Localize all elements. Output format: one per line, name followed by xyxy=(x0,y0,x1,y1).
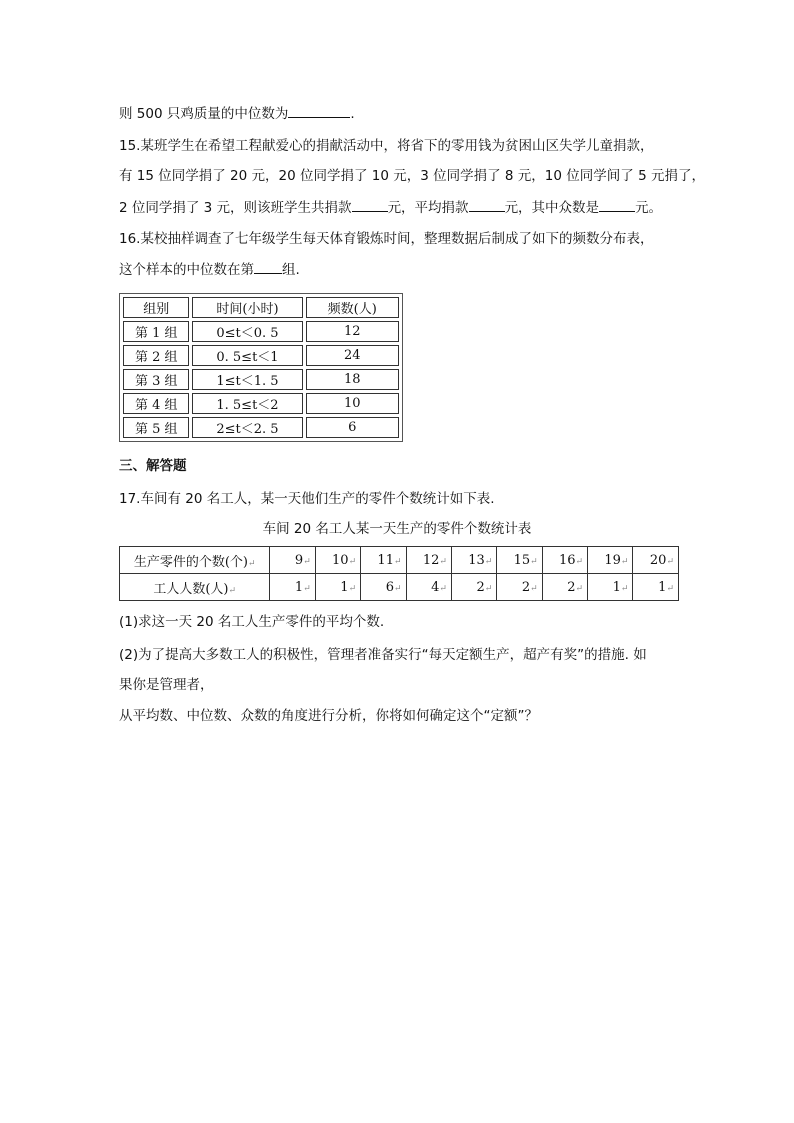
cell-mark: ↵ xyxy=(348,583,357,594)
q15-text-3: 元，其中众数是 xyxy=(504,200,600,216)
workers-value: 1 xyxy=(294,579,304,595)
parts-cell xyxy=(406,547,451,574)
workers-value: 1 xyxy=(612,579,621,595)
workers-table-title: 车间 20 名工人某一天生产的零件个数统计表 xyxy=(262,521,532,537)
frequency-table-header xyxy=(123,297,399,318)
parts-value: 15 xyxy=(513,552,531,568)
parts-value: 10 xyxy=(332,552,349,568)
workers-value: 2 xyxy=(476,579,485,595)
parts-value: 13 xyxy=(468,552,485,568)
freq-cell-count: 24 xyxy=(306,345,399,366)
workers-row-label-count xyxy=(120,574,270,601)
workers-row-label-parts xyxy=(120,547,270,574)
workers-cell xyxy=(542,574,587,601)
workers-cell xyxy=(406,574,451,601)
cell-mark: ↵ xyxy=(530,556,538,567)
cell-mark: ↵ xyxy=(393,556,402,567)
parts-value: 12 xyxy=(422,552,440,568)
freq-cell-time: 0. 5≤t＜1 xyxy=(192,345,302,366)
cell-mark: ↵ xyxy=(530,583,538,594)
parts-cell xyxy=(451,547,496,574)
freq-cell-group: 第 2 组 xyxy=(123,345,189,366)
q15-text-4: 元。 xyxy=(635,200,663,216)
q14-tail-text: 则 500 只鸡质量的中位数为 xyxy=(119,106,289,122)
cell-mark: ↵ xyxy=(575,556,584,567)
q17-part-2-cont: 果你是管理者， xyxy=(119,677,214,693)
table-row xyxy=(120,547,679,574)
workers-row-label-parts-text: 生产零件的个数(个) xyxy=(133,554,248,570)
freq-cell-group: 第 1 组 xyxy=(123,321,189,342)
workers-cell xyxy=(361,574,406,601)
workers-row-label-count-text: 工人人数(人) xyxy=(153,581,229,597)
table-row xyxy=(123,369,399,390)
cell-mark: ↵ xyxy=(484,556,493,567)
q16-line-2 xyxy=(119,259,300,280)
q17-part-2-question: 从平均数、中位数、众数的角度进行分析，你将如何确定这个“定额”？ xyxy=(119,708,538,724)
workers-value: 6 xyxy=(385,579,394,595)
cell-mark: ↵ xyxy=(247,558,256,569)
cell-mark: ↵ xyxy=(666,556,674,567)
freq-cell-group: 第 4 组 xyxy=(123,393,189,414)
q16-text-2: 组. xyxy=(282,262,300,278)
cell-mark: ↵ xyxy=(484,583,493,594)
parts-value: 16 xyxy=(558,552,576,568)
q15-blank-total xyxy=(352,197,388,212)
workers-table xyxy=(119,546,679,601)
q16-line-1: 16.某校抽样调查了七年级学生每天体育锻炼时间，整理数据后制成了如下的频数分布表， xyxy=(119,231,654,247)
frequency-table xyxy=(119,293,403,442)
workers-cell xyxy=(497,574,542,601)
q15-text-1: 2 位同学捐了 3 元，则该班学生共捐款 xyxy=(119,200,352,216)
freq-header-time: 时间(小时) xyxy=(192,297,302,318)
q16-blank-group xyxy=(254,259,282,274)
parts-cell xyxy=(315,547,360,574)
table-row xyxy=(123,345,399,366)
freq-cell-count: 18 xyxy=(306,369,399,390)
q15-blank-mode xyxy=(599,197,635,212)
q17-line-1: 17.车间有 20 名工人，某一天他们生产的零件个数统计如下表. xyxy=(119,491,495,507)
workers-cell xyxy=(270,574,315,601)
parts-value: 9 xyxy=(294,552,304,568)
parts-cell xyxy=(497,547,542,574)
freq-cell-time: 1. 5≤t＜2 xyxy=(192,393,302,414)
cell-mark: ↵ xyxy=(348,556,357,567)
table-row xyxy=(120,574,679,601)
workers-value: 2 xyxy=(567,579,576,595)
q14-answer-blank xyxy=(288,103,350,118)
cell-mark: ↵ xyxy=(620,583,629,594)
q15-line-2: 有 15 位同学捐了 20 元，20 位同学捐了 10 元，3 位同学捐了 8 元，10 位同学间了 5 元捐了， xyxy=(119,168,705,184)
q15-line-1: 15.某班学生在希望工程献爱心的捐献活动中，将省下的零用钱为贫困山区失学儿童捐款， xyxy=(119,138,654,154)
section-heading: 三、解答题 xyxy=(119,458,187,474)
table-row xyxy=(123,321,399,342)
workers-value: 1 xyxy=(658,579,667,595)
parts-cell xyxy=(270,547,315,574)
freq-cell-time: 0≤t＜0. 5 xyxy=(192,321,302,342)
cell-mark: ↵ xyxy=(393,583,402,594)
parts-value: 19 xyxy=(604,552,621,568)
cell-mark: ↵ xyxy=(439,556,447,567)
q15-blank-average xyxy=(469,197,505,212)
cell-mark: ↵ xyxy=(439,583,447,594)
cell-mark: ↵ xyxy=(575,583,584,594)
workers-cell xyxy=(633,574,679,601)
freq-header-count: 频数(人) xyxy=(306,297,399,318)
parts-cell xyxy=(588,547,633,574)
parts-value: 11 xyxy=(377,552,394,568)
parts-cell xyxy=(361,547,406,574)
parts-cell xyxy=(633,547,679,574)
q16-text-1: 这个样本的中位数在第 xyxy=(119,262,254,278)
freq-cell-count: 10 xyxy=(306,393,399,414)
cell-mark: ↵ xyxy=(620,556,629,567)
q15-line-3 xyxy=(119,197,662,218)
freq-cell-count: 6 xyxy=(306,417,399,438)
q14-tail-period: . xyxy=(350,106,355,122)
workers-value: 4 xyxy=(431,579,440,595)
q17-part-2: (2)为了提高大多数工人的积极性，管理者准备实行“每天定额生产，超产有奖”的措施. 如 xyxy=(119,647,647,663)
cell-mark: ↵ xyxy=(303,556,311,567)
freq-cell-time: 1≤t＜1. 5 xyxy=(192,369,302,390)
workers-value: 2 xyxy=(521,579,531,595)
workers-cell xyxy=(588,574,633,601)
cell-mark: ↵ xyxy=(228,585,237,596)
freq-header-group: 组别 xyxy=(123,297,189,318)
freq-cell-group: 第 5 组 xyxy=(123,417,189,438)
cell-mark: ↵ xyxy=(666,583,674,594)
freq-cell-time: 2≤t＜2. 5 xyxy=(192,417,302,438)
workers-value: 1 xyxy=(340,579,349,595)
workers-cell xyxy=(315,574,360,601)
cell-mark: ↵ xyxy=(303,583,311,594)
freq-cell-count: 12 xyxy=(306,321,399,342)
parts-value: 20 xyxy=(649,552,667,568)
workers-cell xyxy=(451,574,496,601)
table-row xyxy=(123,393,399,414)
q15-text-2: 元，平均捐款 xyxy=(387,200,469,216)
parts-cell xyxy=(542,547,587,574)
q17-part-1: (1)求这一天 20 名工人生产零件的平均个数. xyxy=(119,614,385,630)
q14-tail-line xyxy=(119,103,355,124)
table-row xyxy=(123,417,399,438)
freq-cell-group: 第 3 组 xyxy=(123,369,189,390)
